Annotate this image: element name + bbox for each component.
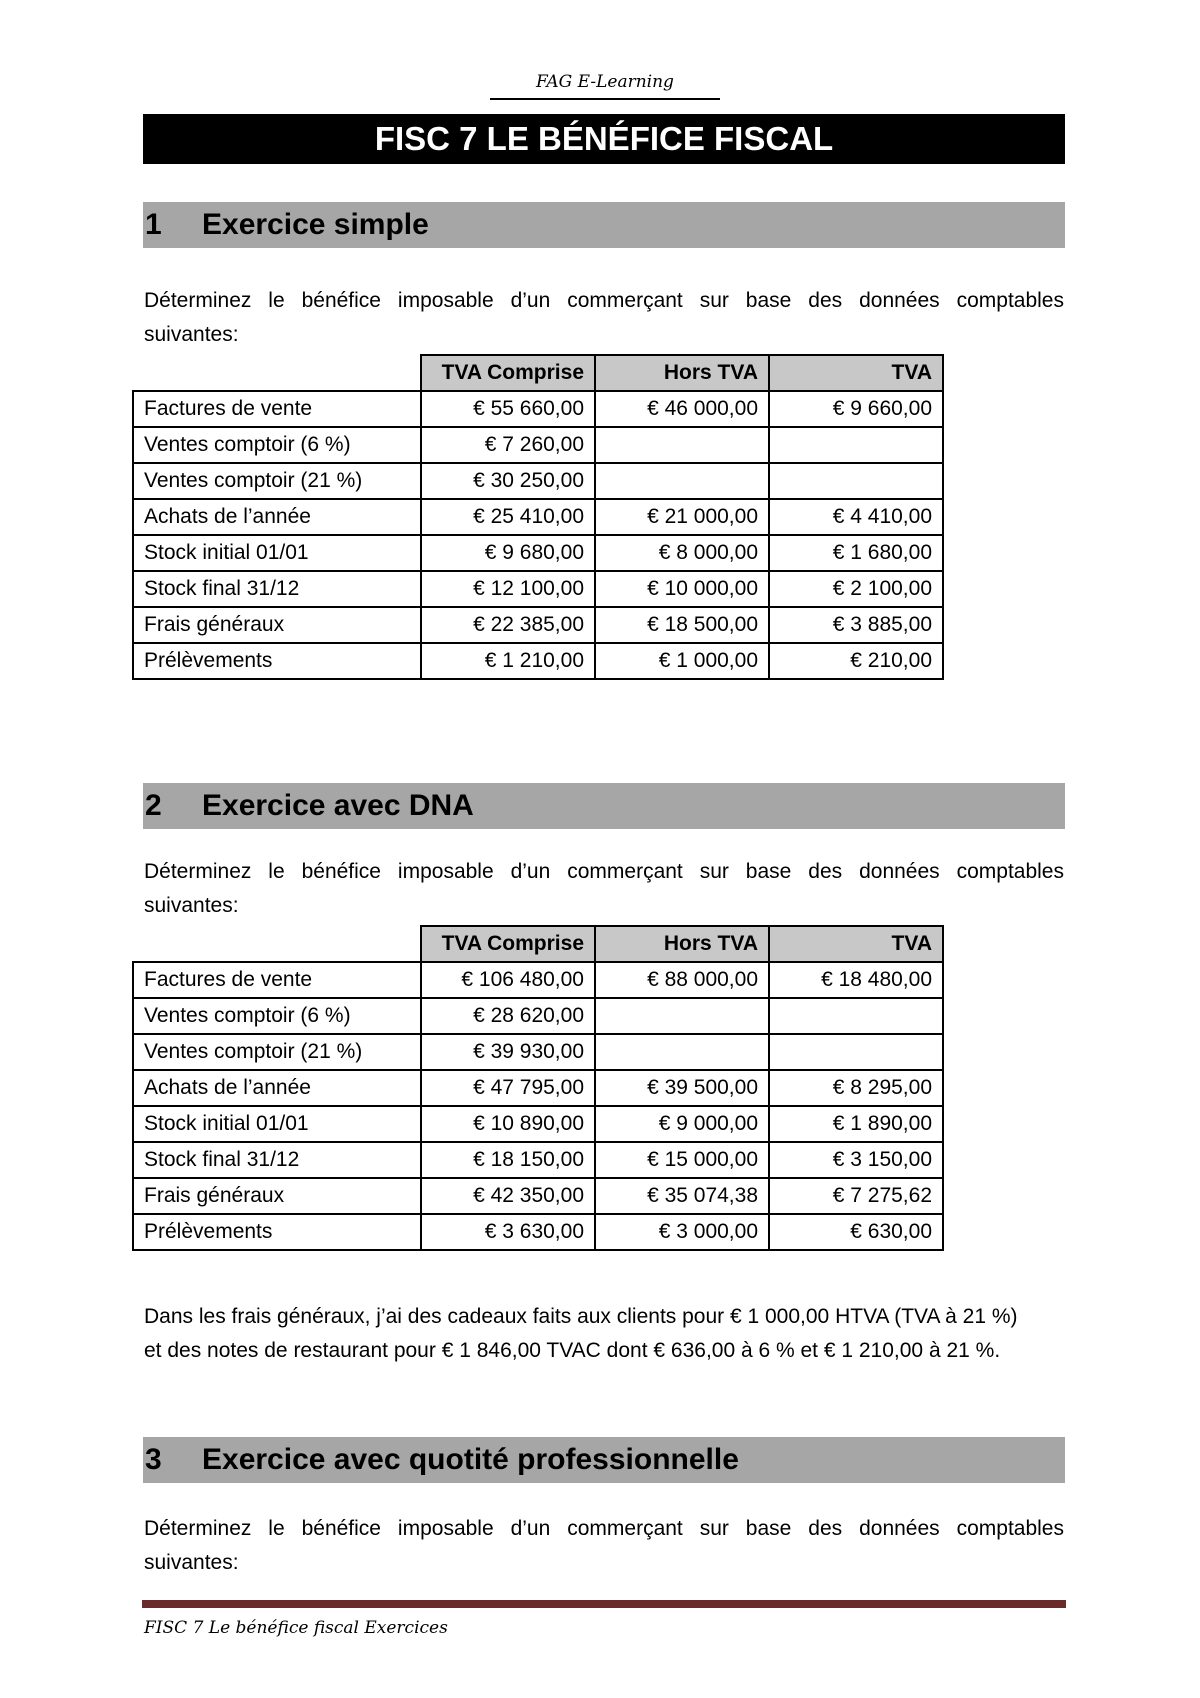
running-header: FAG E-Learning [490, 72, 720, 100]
table-row [133, 962, 943, 998]
row-label: Stock final 31/12 [133, 1142, 421, 1178]
table-corner [133, 926, 421, 962]
cell-tva: € 9 660,00 [769, 391, 943, 427]
cell-hors-tva: € 88 000,00 [595, 962, 769, 998]
table-row [133, 571, 943, 607]
cell-hors-tva: € 1 000,00 [595, 643, 769, 679]
row-label: Prélèvements [133, 1214, 421, 1250]
cell-tva: € 4 410,00 [769, 499, 943, 535]
cell-hors-tva: € 21 000,00 [595, 499, 769, 535]
cell-hors-tva [595, 1034, 769, 1070]
cell-tva-comprise: € 28 620,00 [421, 998, 595, 1034]
column-header-tva-comprise: TVA Comprise [421, 355, 595, 391]
row-label: Ventes comptoir (21 %) [133, 1034, 421, 1070]
cell-hors-tva [595, 427, 769, 463]
cell-tva-comprise: € 9 680,00 [421, 535, 595, 571]
column-header-tva: TVA [769, 926, 943, 962]
section-number: 3 [145, 1443, 162, 1476]
table-row [133, 643, 943, 679]
data-table-2 [132, 925, 944, 1251]
row-label: Ventes comptoir (6 %) [133, 998, 421, 1034]
row-label: Factures de vente [133, 962, 421, 998]
section-1-intro [144, 284, 1064, 352]
intro-line: suivantes: [144, 1551, 239, 1574]
table-corner [133, 355, 421, 391]
row-label: Frais généraux [133, 1178, 421, 1214]
note-line: et des notes de restaurant pour € 1 846,00 TVAC dont € 636,00 à 6 % et € 1 210,00 à 21 %. [144, 1339, 1001, 1362]
cell-hors-tva: € 8 000,00 [595, 535, 769, 571]
cell-tva: € 1 680,00 [769, 535, 943, 571]
section-number: 1 [145, 208, 162, 241]
cell-tva: € 210,00 [769, 643, 943, 679]
row-label: Prélèvements [133, 643, 421, 679]
table-row [133, 499, 943, 535]
section-2-heading [143, 783, 1065, 829]
table-row [133, 427, 943, 463]
table-row [133, 1142, 943, 1178]
section-2-note [144, 1300, 1064, 1368]
section-3-intro [144, 1512, 1064, 1580]
cell-tva: € 630,00 [769, 1214, 943, 1250]
page-title: FISC 7 LE BÉNÉFICE FISCAL [143, 114, 1065, 164]
table-row [133, 607, 943, 643]
section-2-intro [144, 855, 1064, 923]
column-header-tva: TVA [769, 355, 943, 391]
cell-tva [769, 1034, 943, 1070]
cell-tva-comprise: € 39 930,00 [421, 1034, 595, 1070]
row-label: Factures de vente [133, 391, 421, 427]
cell-hors-tva: € 46 000,00 [595, 391, 769, 427]
row-label: Frais généraux [133, 607, 421, 643]
cell-hors-tva: € 9 000,00 [595, 1106, 769, 1142]
section-title: Exercice avec quotité professionnelle [202, 1443, 739, 1476]
section-title: Exercice avec DNA [202, 789, 474, 822]
cell-tva: € 8 295,00 [769, 1070, 943, 1106]
row-label: Achats de l’année [133, 499, 421, 535]
cell-tva: € 3 150,00 [769, 1142, 943, 1178]
row-label: Stock initial 01/01 [133, 535, 421, 571]
section-title: Exercice simple [202, 208, 429, 241]
intro-line: suivantes: [144, 323, 239, 346]
footer-text: FISC 7 Le bénéfice fiscal Exercices [144, 1618, 448, 1638]
cell-tva-comprise: € 106 480,00 [421, 962, 595, 998]
cell-tva: € 1 890,00 [769, 1106, 943, 1142]
intro-line: suivantes: [144, 894, 239, 917]
cell-hors-tva: € 15 000,00 [595, 1142, 769, 1178]
intro-line: Déterminez le bénéfice imposable d’un commerçant sur base des données comptables [144, 289, 1064, 312]
cell-hors-tva: € 3 000,00 [595, 1214, 769, 1250]
cell-hors-tva: € 10 000,00 [595, 571, 769, 607]
cell-tva-comprise: € 12 100,00 [421, 571, 595, 607]
cell-tva-comprise: € 30 250,00 [421, 463, 595, 499]
table-row [133, 1034, 943, 1070]
cell-tva-comprise: € 10 890,00 [421, 1106, 595, 1142]
column-header-tva-comprise: TVA Comprise [421, 926, 595, 962]
row-label: Ventes comptoir (6 %) [133, 427, 421, 463]
row-label: Stock initial 01/01 [133, 1106, 421, 1142]
table-row [133, 1106, 943, 1142]
cell-tva: € 18 480,00 [769, 962, 943, 998]
cell-tva: € 2 100,00 [769, 571, 943, 607]
table-row [133, 1178, 943, 1214]
cell-tva: € 7 275,62 [769, 1178, 943, 1214]
table-header-row [133, 926, 943, 962]
column-header-hors-tva: Hors TVA [595, 926, 769, 962]
table-row [133, 1214, 943, 1250]
cell-hors-tva: € 18 500,00 [595, 607, 769, 643]
cell-tva-comprise: € 18 150,00 [421, 1142, 595, 1178]
table-header-row [133, 355, 943, 391]
cell-tva-comprise: € 22 385,00 [421, 607, 595, 643]
intro-line: Déterminez le bénéfice imposable d’un commerçant sur base des données comptables [144, 1517, 1064, 1540]
cell-hors-tva [595, 463, 769, 499]
cell-tva [769, 463, 943, 499]
cell-tva: € 3 885,00 [769, 607, 943, 643]
cell-tva [769, 427, 943, 463]
note-line: Dans les frais généraux, j’ai des cadeaux faits aux clients pour € 1 000,00 HTVA (TVA à 21 %) [144, 1305, 1018, 1328]
intro-line: Déterminez le bénéfice imposable d’un commerçant sur base des données comptables [144, 860, 1064, 883]
cell-hors-tva [595, 998, 769, 1034]
section-number: 2 [145, 789, 162, 822]
cell-hors-tva: € 35 074,38 [595, 1178, 769, 1214]
table-row [133, 391, 943, 427]
section-3-heading [143, 1437, 1065, 1483]
row-label: Achats de l’année [133, 1070, 421, 1106]
section-1-heading [143, 202, 1065, 248]
cell-tva-comprise: € 25 410,00 [421, 499, 595, 535]
cell-tva-comprise: € 55 660,00 [421, 391, 595, 427]
cell-tva-comprise: € 1 210,00 [421, 643, 595, 679]
table-row [133, 463, 943, 499]
cell-tva [769, 998, 943, 1034]
row-label: Stock final 31/12 [133, 571, 421, 607]
cell-tva-comprise: € 3 630,00 [421, 1214, 595, 1250]
cell-tva-comprise: € 7 260,00 [421, 427, 595, 463]
cell-tva-comprise: € 47 795,00 [421, 1070, 595, 1106]
table-row [133, 998, 943, 1034]
table-row [133, 1070, 943, 1106]
row-label: Ventes comptoir (21 %) [133, 463, 421, 499]
cell-tva-comprise: € 42 350,00 [421, 1178, 595, 1214]
column-header-hors-tva: Hors TVA [595, 355, 769, 391]
footer-rule [142, 1600, 1066, 1608]
table-row [133, 535, 943, 571]
cell-hors-tva: € 39 500,00 [595, 1070, 769, 1106]
data-table-1 [132, 354, 944, 680]
